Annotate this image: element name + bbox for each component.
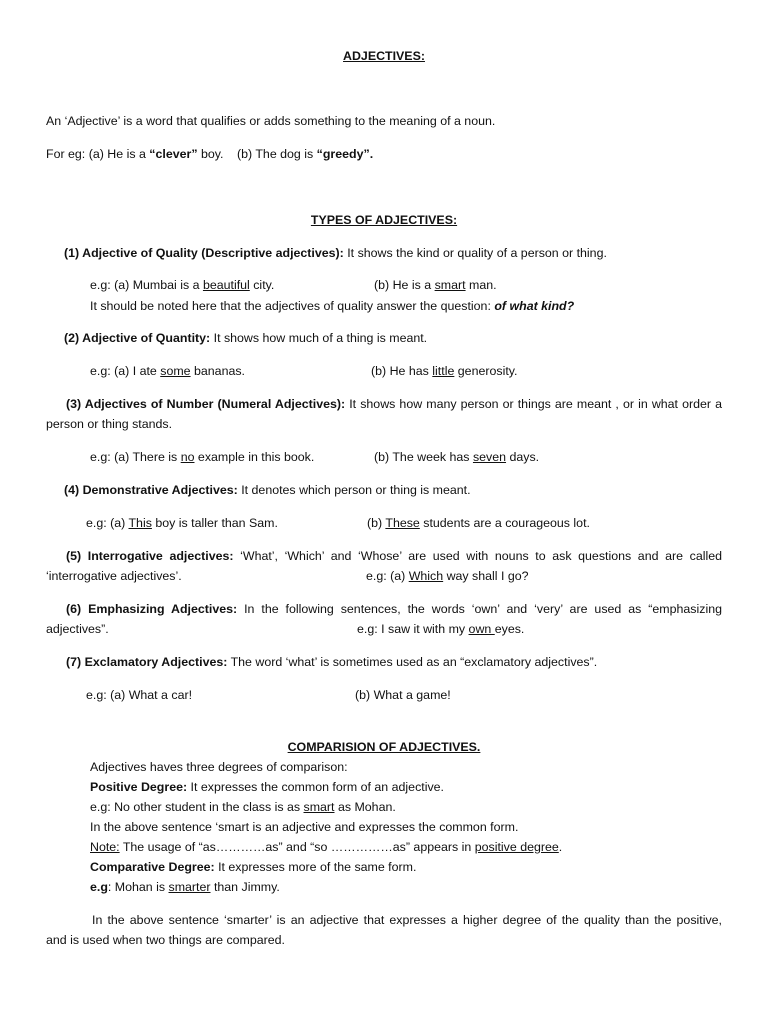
type-6-example-a: e.g: I saw it with my own eyes.: [357, 622, 525, 636]
type-5-example-a: e.g: (a) Which way shall I go?: [366, 569, 529, 583]
closing-paragraph: In the above sentence ‘smarter’ is an adjective that expresses a higher degree of the quality than the positive,: [92, 913, 722, 927]
type-6-desc-cont: adjectives”.: [46, 622, 109, 636]
positive-explanation: In the above sentence ‘smart is an adjective and expresses the common form.: [90, 820, 519, 834]
type-4-example-b: (b) These students are a courageous lot.: [367, 516, 590, 530]
type-7-example-b: (b) What a game!: [355, 688, 451, 702]
comparative-example: e.g: Mohan is smarter than Jimmy.: [90, 880, 280, 894]
type-7-heading: (7) Exclamatory Adjectives: The word ‘what’ is sometimes used as an “exclamatory adjectives”.: [66, 655, 598, 669]
type-4-heading: (4) Demonstrative Adjectives: It denotes which person or thing is meant.: [64, 483, 471, 497]
comparison-heading: COMPARISION OF ADJECTIVES.: [287, 740, 481, 754]
type-7-example-a: e.g: (a) What a car!: [86, 688, 193, 702]
type-1-example-a: e.g: (a) Mumbai is a beautiful city.: [90, 278, 275, 292]
type-2-example-a: e.g: (a) I ate some bananas.: [90, 364, 245, 378]
positive-degree: Positive Degree: It expresses the common form of an adjective.: [90, 780, 444, 794]
type-3-example-a: e.g: (a) There is no example in this book.: [90, 450, 315, 464]
type-2-example-b: (b) He has little generosity.: [371, 364, 518, 378]
type-5-desc-cont: ‘interrogative adjectives’.: [46, 569, 182, 583]
positive-example: e.g: No other student in the class is as smart as Mohan.: [90, 800, 396, 814]
intro-example: For eg: (a) He is a “clever” boy.: [46, 147, 224, 161]
type-3-desc-cont: person or thing stands.: [46, 417, 173, 431]
type-3-heading: (3) Adjectives of Number (Numeral Adjectives): It shows how many person or things are meant , or in what order a: [66, 397, 722, 411]
types-heading: TYPES OF ADJECTIVES:: [310, 213, 458, 227]
type-6-heading: (6) Emphasizing Adjectives: In the following sentences, the words ‘own’ and ‘very’ are used as “emphasizing: [66, 602, 722, 616]
intro-definition: An ‘Adjective’ is a word that qualifies or adds something to the meaning of a noun.: [46, 114, 496, 128]
comparison-note: Note: The usage of “as…………as” and “so ……………as” appears in positive degree.: [90, 840, 563, 854]
intro-example-b: (b) The dog is “greedy”.: [237, 147, 374, 161]
page-title: ADJECTIVES:: [343, 49, 425, 63]
comparison-intro: Adjectives haves three degrees of comparison:: [90, 760, 348, 774]
closing-paragraph-cont: and is used when two things are compared.: [46, 933, 286, 947]
type-2-heading: (2) Adjective of Quantity: It shows how much of a thing is meant.: [64, 331, 428, 345]
type-1-note: It should be noted here that the adjectives of quality answer the question: of what kind?: [90, 299, 575, 313]
type-3-example-b: (b) The week has seven days.: [374, 450, 540, 464]
comparative-degree: Comparative Degree: It expresses more of the same form.: [90, 860, 417, 874]
type-1-heading: (1) Adjective of Quality (Descriptive adjectives): It shows the kind or quality of a person or thing.: [64, 246, 607, 260]
type-4-example-a: e.g: (a) This boy is taller than Sam.: [86, 516, 278, 530]
type-5-heading: (5) Interrogative adjectives: ‘What’, ‘Which’ and ‘Whose’ are used with nouns to ask questions and are called: [66, 549, 723, 563]
type-1-example-b: (b) He is a smart man.: [374, 278, 497, 292]
